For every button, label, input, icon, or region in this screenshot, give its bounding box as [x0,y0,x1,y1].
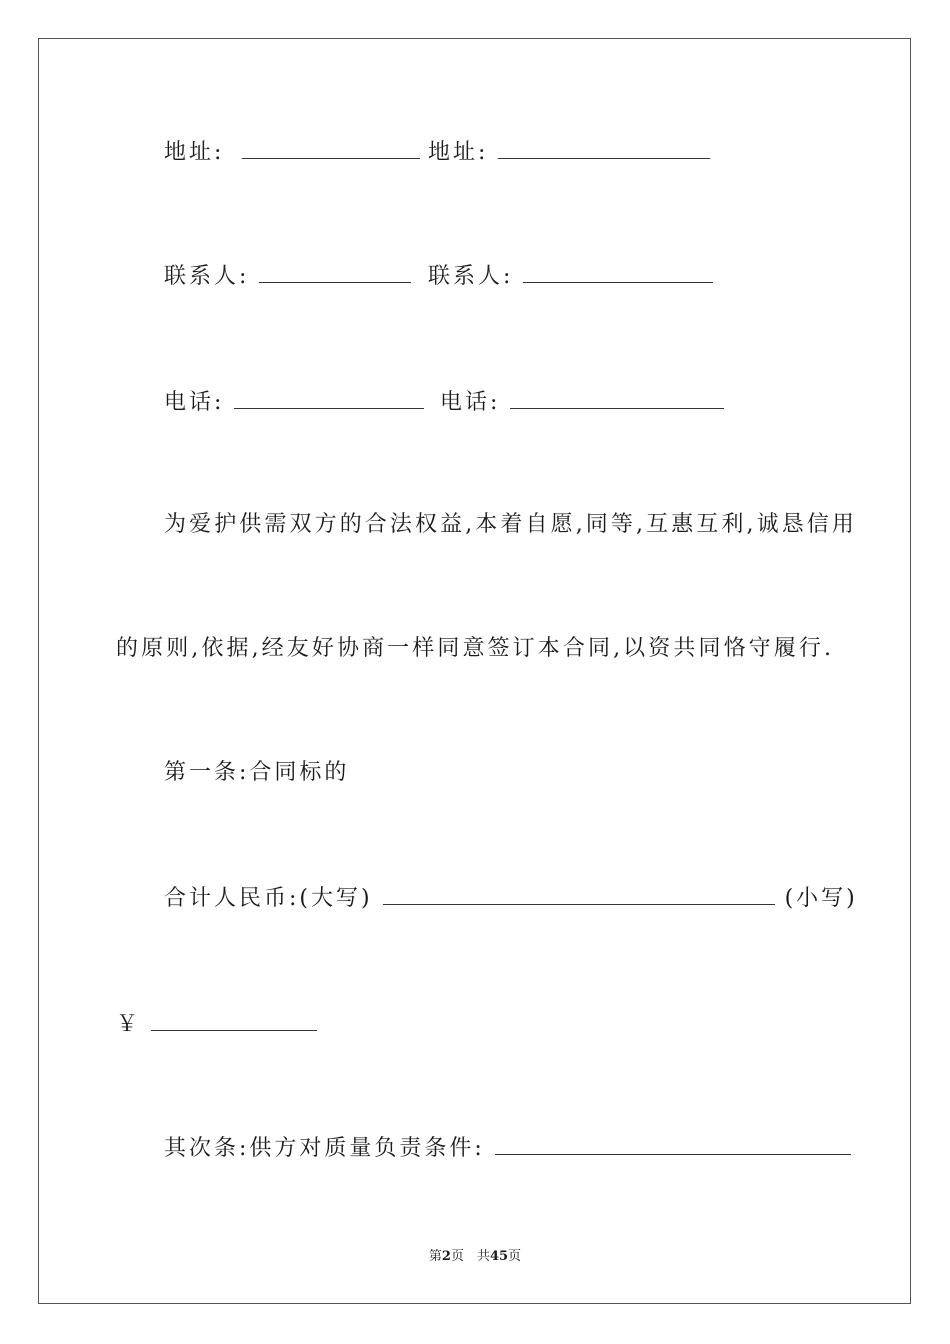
preamble-line-2: 的原则,依据,经友好协商一样同意签订本合同,以资共同恪守履行. [116,636,835,661]
footer-suffix: 页 [508,1249,522,1264]
yen-symbol: ￥ [116,1012,142,1037]
supplier-contact-label: 联系人: [164,264,250,289]
buyer-contact-label: 联系人: [428,264,514,289]
buyer-contact-field[interactable] [523,260,713,283]
total-page-count: 45 [489,1249,509,1264]
article-2-row [164,1132,851,1164]
buyer-phone-field[interactable] [510,386,724,409]
amount-in-words-field[interactable] [383,882,775,905]
supplier-phone-label: 电话: [164,390,225,415]
footer-mid: 页 共 [450,1249,490,1264]
amount-in-figures-label: (小写) [784,886,858,911]
footer-prefix: 第 [428,1249,442,1264]
buyer-address-label: 地址: [428,140,489,165]
buyer-address-group [428,136,710,168]
amount-in-figures-field[interactable] [151,1008,317,1031]
address-row [164,136,420,168]
total-amount-label: 合计人民币:(大写) [164,886,373,911]
yen-row [116,1008,317,1040]
supplier-address-field[interactable] [242,136,420,159]
quality-terms-field[interactable] [495,1132,851,1155]
article-2-heading: 其次条:供方对质量负责条件: [164,1136,485,1161]
contact-row [164,260,411,292]
buyer-contact-group [428,260,713,292]
buyer-phone-group [440,386,724,418]
phone-row [164,386,424,418]
buyer-phone-label: 电话: [440,390,501,415]
total-amount-row [164,882,858,914]
supplier-contact-field[interactable] [259,260,411,283]
supplier-phone-field[interactable] [234,386,424,409]
article-1-heading: 第一条:合同标的 [164,760,350,785]
current-page-number: 2 [441,1249,451,1264]
page-footer [0,1248,950,1266]
preamble-line-1: 为爱护供需双方的合法权益,本着自愿,同等,互惠互利,诚恳信用 [164,512,857,537]
supplier-address-label: 地址: [164,140,225,165]
page-frame [38,38,911,1304]
buyer-address-field[interactable] [498,136,710,159]
